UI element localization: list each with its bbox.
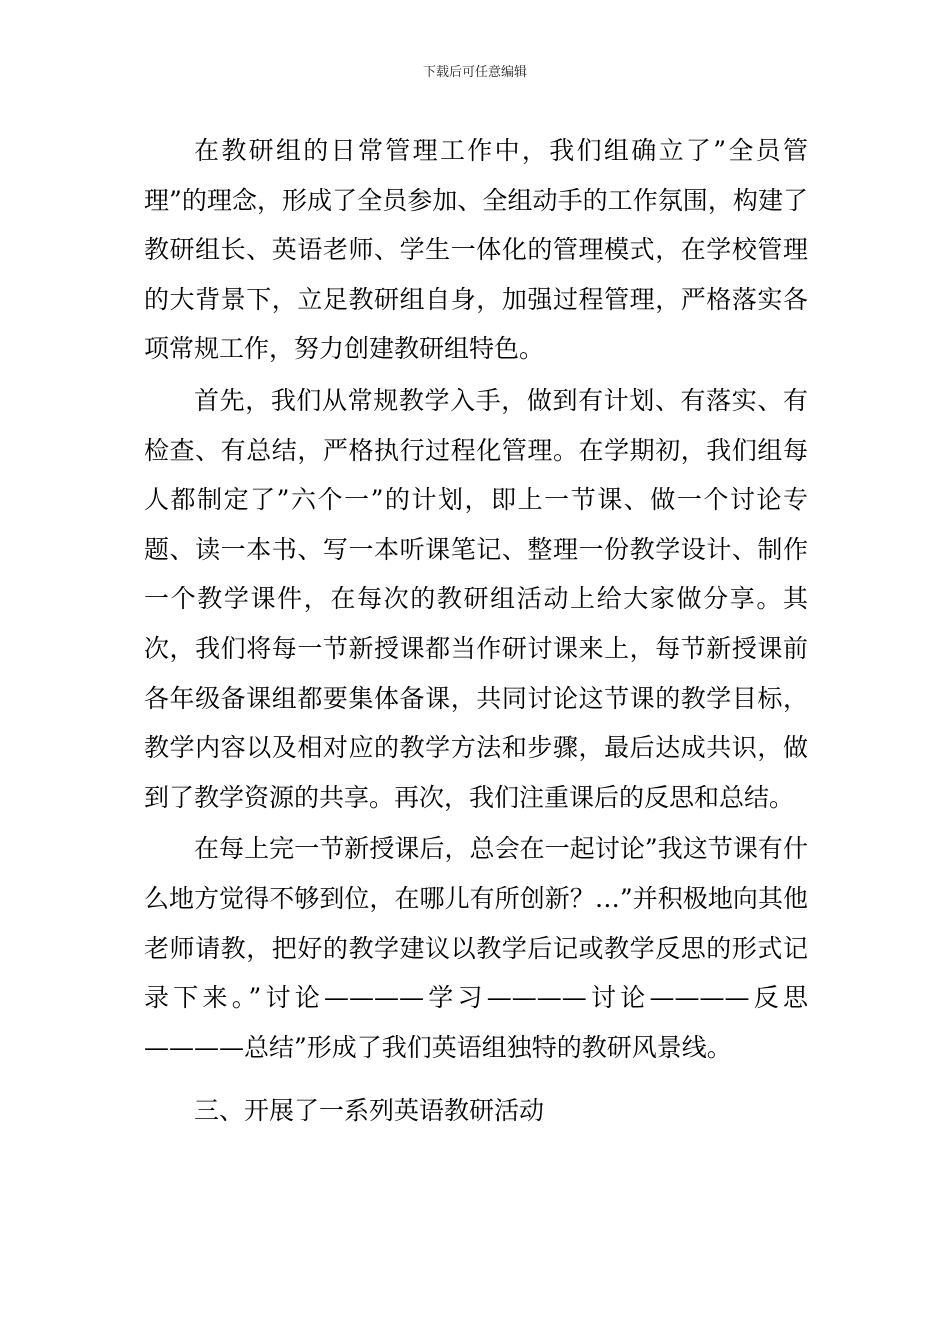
paragraph-reflection: 在每上完一节新授课后，总会在一起讨论”我这节课有什么地方觉得不够到位，在哪儿有所创新？…”并积极地向其他老师请教，把好的教学建议以教学后记或教学反思的形式记录下来。”讨论————学习————讨论————反思————总结”形成了我们英语组独特的教研风景线。 xyxy=(144,834,808,1062)
page-header: 下载后可任意编辑 xyxy=(422,65,527,80)
section-heading: 三、开展了一系列英语教研活动 xyxy=(194,1096,545,1126)
paragraph-management: 在教研组的日常管理工作中，我们组确立了”全员管理”的理念，形成了全员参加、全组动手的工作氛围，构建了教研组长、英语老师、学生一体化的管理模式，在学校管理的大背景下，立足教研组自身，加强过程管理，严格落实各项常规工作，努力创建教研组特色。 xyxy=(144,136,808,364)
document-body xyxy=(144,126,808,1136)
paragraph-routine-teaching: 首先，我们从常规教学入手，做到有计划、有落实、有检查、有总结，严格执行过程化管理。在学期初，我们组每人都制定了”六个一”的计划，即上一节课、做一个讨论专题、读一本书、写一本听课笔记、整理一份教学设计、制作一个教学课件，在每次的教研组活动上给大家做分享。其次，我们将每一节新授课都当作研讨课来上，每节新授课前各年级备课组都要集体备课，共同讨论这节课的教学目标，教学内容以及相对应的教学方法和步骤，最后达成共识，做到了教学资源的共享。再次，我们注重课后的反思和总结。 xyxy=(144,385,808,812)
